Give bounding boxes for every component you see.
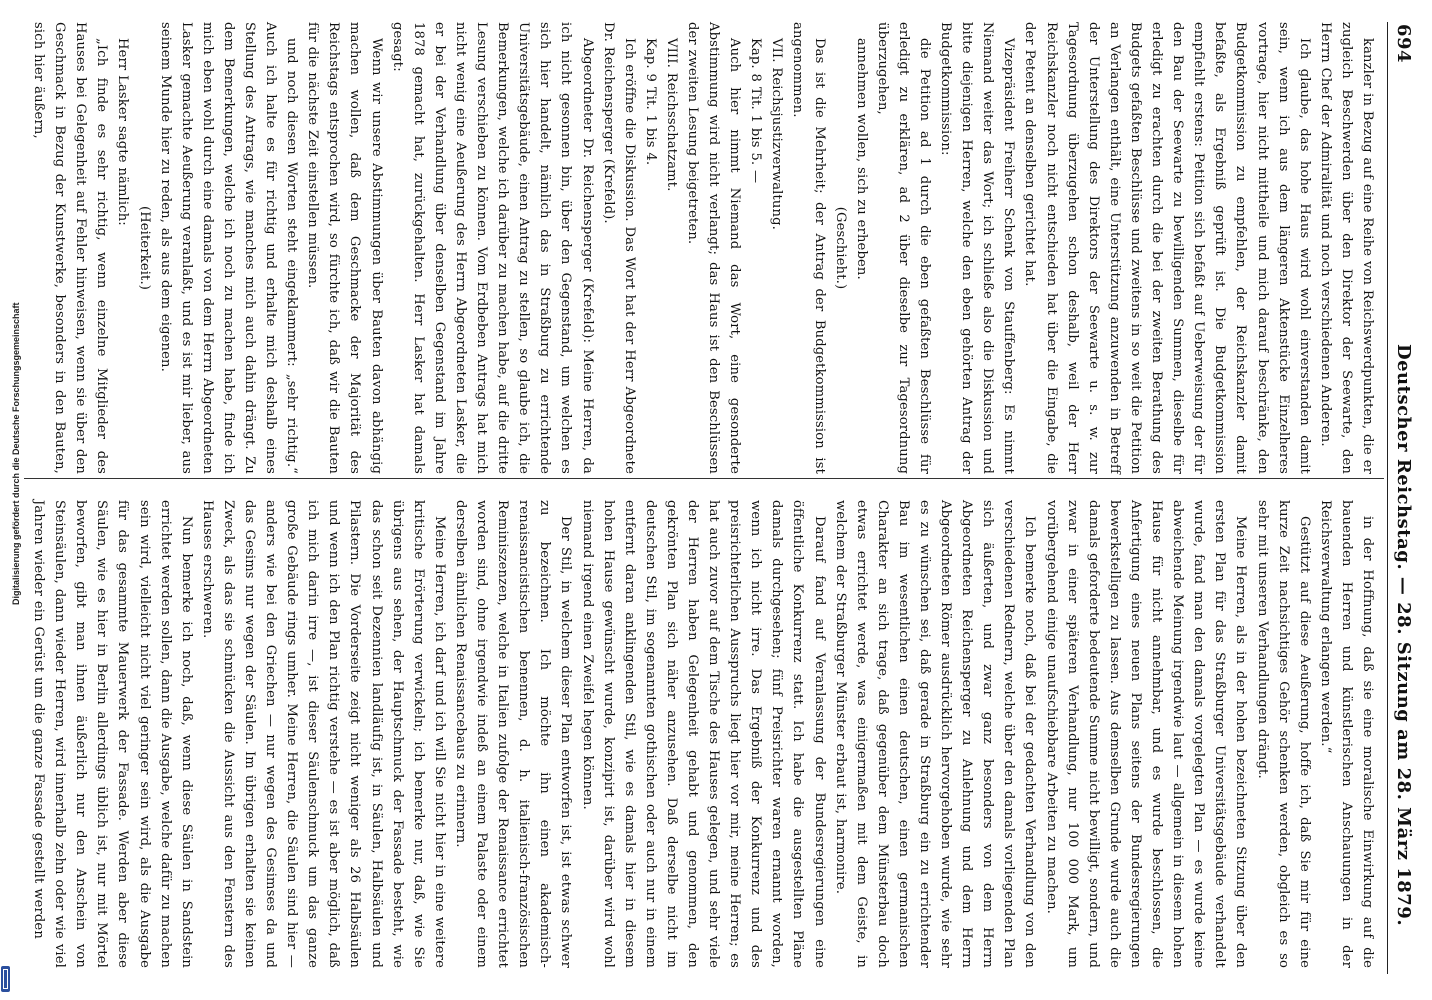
paragraph: Darauf fand auf Veranlassung der Bundesregierungen eine öffentliche Konkurrenz statt. Ich habe die ausgestellten Pläne damals durchgesehen; fünf Preisrichter waren ernannt worden, wenn ich nicht irre. Das Ergebniß der Konkurrenz und des preisrichterlichen Ausspruchs liegt hier vor mir, meine Herren; es hat auch zuvor auf dem Tische des Hauses gelegen, und sehr viele der Herren haben Gelegenheit gehabt und genommen, den gekrönten Plan sich näher anzusehen. Daß derselbe nicht im deutschen Stil, im sogenannten gothischen oder auch nur in einem entfernt daran anklingenden Stil, wie es damals hier in diesem hohen Hause gewünscht wurde, konzipirt ist, darüber wird wohl niemand irgend einen Zweifel hegen können.	[579, 500, 827, 968]
paragraph: Meine Herren, als in der hohen bezeichneten Sitzung über den ersten Plan für das Straßburger Universitätsgebäude verhandelt wurde, fand man den damals vorgelegten Plan — es wurde keine abweichende Meinung irgendwie laut — allgemein in diesem hohen Hause für nicht annehmbar, und es wurde beschlossen, die Anfertigung eines neuen Plans seitens der Bundesregierungen bewerkstelligen zu lassen. Aus demselben Grunde wurde auch die damals geforderte bedeutende Summe nicht bewilligt, sondern, und zwar in einer späteren Verhandlung, nur 100 000 Mark, um vorübergehend einige unaufschiebbare Arbeiten zu machen.	[1043, 500, 1249, 968]
paragraph: Nun bemerke ich noch, daß, wenn diese Säulen in Sandstein errichtet werden sollen, dann die Ausgabe, welche dafür zu machen sein wird, vielleicht nicht viel geringer sein wird, als die Ausgabe für das gesammte Mauerwerk der Fassade. Werden aber diese Säulen, wie es hier in Berlin allerdings üblich ist, nur mit Mörtel beworfen, gibt man ihnen äußerlich nur den Anschein von Steinsäulen, dann wieder Herren, wird innerhalb zehn oder wie viel Jahren wieder ein Gerüst um die ganze Fassade gestellt werden	[31, 500, 194, 968]
page-header	[1390, 24, 1414, 970]
centered-line: (Heiterkeit.)	[136, 205, 152, 291]
paragraph: Das ist die Mehrheit; der Antrag der Budgetkommission ist angenommen.	[790, 22, 827, 474]
centered-line: (Geschieht.)	[832, 206, 848, 290]
paragraph: VII. Reichsjustizverwaltung.	[769, 38, 785, 230]
running-title: Deutscher Reichstag. — 28. Sitzung am 28. März 1879.	[1393, 344, 1414, 927]
paragraph: kanzler in Bezug auf eine Reihe von Reichswerdpunkten, die er zugleich Beschwerden über den Direktor der Seewarte, den Herrn Chef der Admiralität und noch verschiedenen Anderen.	[1317, 22, 1375, 474]
paragraph: in der Hoffnung, daß sie eine moralische Einwirkung auf die bauenden Herren und künstlerischen Anschauungen in der Reichsverwaltung erlangen werden.“	[1317, 500, 1375, 968]
dfg-logo-icon	[1, 966, 10, 992]
paragraph: Der Stil, in welchem dieser Plan entworfen ist, ist etwas schwer zu bezeichnen. Ich möchte ihn einen akademisch-renaissancistischen benennen, d. h. italienisch-französischen Reminiszenzen, welche in Italien zufolge der Renaissance errichtet worden sind, ohne irgendwie indeß an einem Palaste oder einem derselben ähnlichen Renaissancebaus zu erinnern.	[452, 500, 574, 968]
paragraph: Ich eröffne die Diskussion. Das Wort hat der Herr Abgeordnete Dr. Reichensperger (Krefeld).	[600, 22, 637, 474]
paragraph: Meine Herren, ich darf und ich will Sie nicht hier in eine weitere kritische Erörterung verwickeln; ich bemerke nur, daß, wie Sie übrigens aus sehen, der Hauptschmuck der Fassade besteht, wie das schon seit Dezennien landläufig ist, in Säulen, Halbsäulen und Pilastern. Die Vorderseite zeigt nicht weniger als 26 Halbsäulen und wenn ich den Plan richtig verstehe — es ist aber möglich, daß ich mich darin irre —, ist dieser Säulenschmuck um das ganze große Gebäude rings umher. Meine Herren, die Säulen sind hier — anders wie bei den Griechen — nur wegen des Gesimses da und das Gesims nur wegen der Säulen. Im übrigen erhalten sie keinen Zweck, als das sie schmücken die Aussicht aus den Fenstern des Hauses erschweren.	[199, 500, 447, 968]
page-number: 694	[1393, 24, 1414, 64]
right-column	[28, 500, 1378, 968]
paragraph: und noch diesen Worten steht eingeklammert: „sehr richtig.“ Auch ich halte es für richtig und erhalte mich deshalb eines Stellung des Antrags, wie manches mich auch dahin drängt. Zu dem Bemerkungen, welche ich noch zu machen habe, finde ich mich eben wohl durch eine damals von dem Herrn Abgeordneten Lasker gemachte Aeußerung veranlaßt, und es ist mir lieber, aus seinem Munde hier zu reden, als aus dem eigenen.	[157, 22, 300, 474]
paragraph: Kap. 9 Tit. 1 bis 4.	[642, 38, 658, 166]
paragraph: „Ich finde es sehr richtig, wenn einzelne Mitglieder des Hauses bei Gelegenheit auf Fehler hinweisen, wenn sie über den Geschmack in Bezug der Kunstwerke, besonders in den Bauten, sich hier äußern,	[31, 22, 110, 474]
paragraph: Herr Lasker sagte nämlich:	[115, 38, 131, 226]
paragraph: VIII. Reichsschatzamt.	[663, 38, 679, 192]
left-column	[28, 22, 1378, 474]
paragraph: Auch hier nimmt Niemand das Wort, eine gesonderte Abstimmung wird nicht verlangt; das Haus ist den Beschlüssen der zweiten Lesung beigetreten.	[685, 22, 743, 474]
paragraph: Wenn wir unsere Abstimmungen über Bauten davon abhängig machen wollen, daß dem Geschmacke der Majorität des Reichstags entsprochen wird, so fürchte ich, daß wir die Bauten für die nächste Zeit einstellen müssen.	[305, 22, 384, 474]
paragraph: Ich glaube, das hohe Haus wird wohl einverstanden damit sein, wenn ich aus dem längeren Aktenstücke Einzelheres vortrage, hier nicht mittheile und mich darauf beschränke, den Budgetkommission zu empfehlen, der Reichskanzler damit befaßte, als Ergebniß geprüft ist. Die Budgetkommission empfiehlt erstens: Petition sich befaßt auf Ueberweisung der für den Bau der Seewarte zu bewilligenden Summen, dieselbe für erledigt zu erachten durch die bei der zweiten Berathung des Budgets gefaßten Beschlüsse und zweitens in so weit die Petition an Verlangen enthält, eine Unterstützung anzuwenden in Betreff der Unterstellung des Direktors der Seewarte u. s. w. zur Tagesordnung überzugehen schon deshalb, weil der Herr Reichskanzler noch nicht entschieden hat über die Eingabe, die der Petent an denselben gerichtet hat.	[1022, 22, 1312, 474]
paragraph: Abgeordneter Dr. Reichensperger (Krefeld): Meine Herren, da ich nicht gesonnen bin, über den Gegenstand, um welchen es sich hier handelt, nämlich das in Straßburg zu errichtende Universitätsgebäude, einen Antrag zu stellen, so glaube ich, die Bemerkungen, welche ich darüber zu machen habe, auf die dritte Lesung verschieben zu können. Vom Erdbeben Antrags hat mich nicht wenig eine Aeußerung des Herrn Abgeordneten Lasker, die er bei der Verhandlung über denselben Gegenstand im Jahre 1878 gemacht hat, zurückgehalten. Herr Lasker hat damals gesagt:	[389, 22, 595, 474]
paragraph: Vizepräsident Freiherr Schenk von Stauffenberg: Es nimmt Niemand weiter das Wort; ich schließe also die Diskussion und bitte diejenigen Herren, welche den eben gehörten Antrag der Budgetkommission:	[938, 22, 1017, 474]
header-rule	[1387, 22, 1388, 974]
digitization-credit: Digitalisierung gefördert durch die Deutsche Forschungsgemeinschaft	[11, 302, 21, 605]
paragraph: Kap. 8 Tit. 1 bis 5. —	[748, 38, 764, 184]
paragraph: die Petition ad 1 durch die eben gefaßten Beschlüsse für erledigt zu erklären, ad 2 über dieselbe zur Tagesordnung überzugehen,	[874, 22, 933, 474]
paragraph: annehmen wollen, sich zu erheben.	[853, 38, 869, 280]
paragraph: Ich bemerke noch, daß bei der gedachten Verhandlung von den verschiedenen Rednern, welche über den damals vorliegenden Plan sich äußerten, und zwar ganz besonders von dem Herrn Abgeordneten Reichensperger zu Anlehnung und dem Herrn Abgeordneten Römer ausdrücklich hervorgehoben wurde, wie sehr es zu wünschen sei, daß gerade in Straßburg ein zu errichtender Bau im wesentlichen einen deutschen, einen germanischen Charakter an sich trage, daß gegenüber dem Münsterbau doch etwas errichtet werde, was einigermaßen mit dem Geiste, in welchem der Straßburger Münster erbaut ist, harmonire.	[832, 500, 1038, 968]
column-divider	[24, 478, 1384, 479]
paragraph: Gestützt auf diese Aeußerung, hoffe ich, daß Sie mir für eine kurze Zeit nachsichtiges Gehör schenken werden, obgleich es so sehr mit unseren Verhandlungen drängt.	[1254, 500, 1312, 968]
